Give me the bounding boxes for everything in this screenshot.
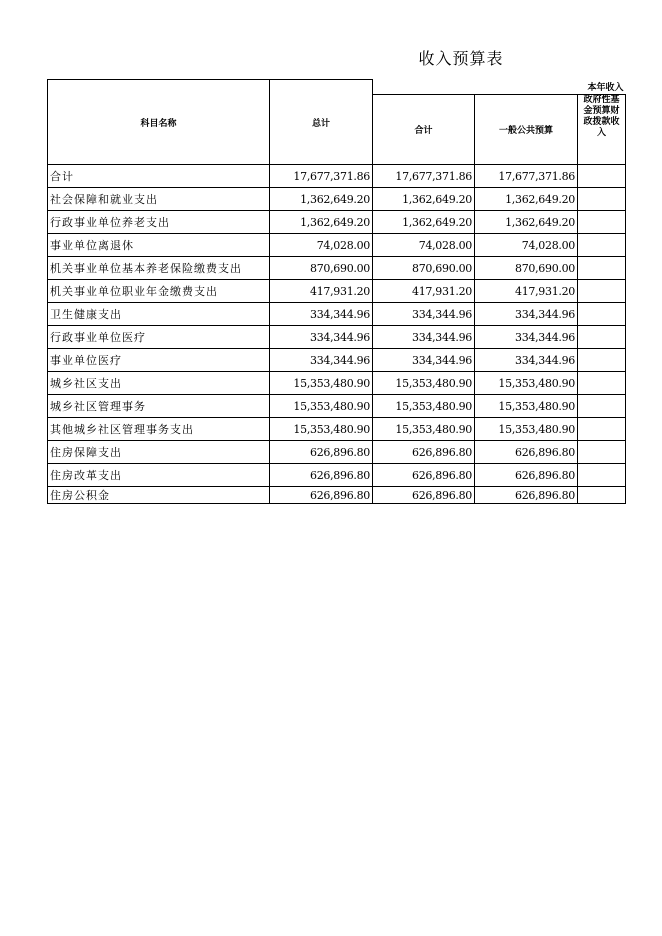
- row-total: 417,931.20: [270, 280, 373, 303]
- row-fund: [578, 303, 626, 326]
- row-subtotal: 334,344.96: [373, 349, 475, 372]
- row-fund: [578, 234, 626, 257]
- row-total: 334,344.96: [270, 303, 373, 326]
- row-fund: [578, 464, 626, 487]
- header-subtotal: 合计: [373, 95, 475, 165]
- row-general: 626,896.80: [475, 487, 578, 504]
- header-general-budget: 一般公共预算: [475, 95, 578, 165]
- row-general: 870,690.00: [475, 257, 578, 280]
- row-subtotal: 626,896.80: [373, 441, 475, 464]
- row-subtotal: 334,344.96: [373, 303, 475, 326]
- row-name: 机关事业单位职业年金缴费支出: [48, 280, 270, 303]
- row-total: 626,896.80: [270, 464, 373, 487]
- row-total: 334,344.96: [270, 326, 373, 349]
- row-general: 334,344.96: [475, 349, 578, 372]
- table-row: [48, 418, 626, 441]
- row-general: 17,677,371.86: [475, 165, 578, 188]
- row-general: 15,353,480.90: [475, 395, 578, 418]
- row-total: 1,362,649.20: [270, 188, 373, 211]
- row-name: 行政事业单位医疗: [48, 326, 270, 349]
- table-row: [48, 303, 626, 326]
- row-fund: [578, 418, 626, 441]
- row-fund: [578, 280, 626, 303]
- header-row-top: [48, 80, 626, 95]
- row-general: 626,896.80: [475, 441, 578, 464]
- row-name: 卫生健康支出: [48, 303, 270, 326]
- row-subtotal: 1,362,649.20: [373, 188, 475, 211]
- row-subtotal: 870,690.00: [373, 257, 475, 280]
- table-row: [48, 349, 626, 372]
- row-general: 626,896.80: [475, 464, 578, 487]
- header-gov-fund: 政府性基金预算财政拨款收入: [578, 95, 626, 165]
- row-general: 15,353,480.90: [475, 418, 578, 441]
- row-general: 334,344.96: [475, 303, 578, 326]
- row-total: 626,896.80: [270, 487, 373, 504]
- row-name: 社会保障和就业支出: [48, 188, 270, 211]
- row-fund: [578, 165, 626, 188]
- row-name: 机关事业单位基本养老保险缴费支出: [48, 257, 270, 280]
- row-name: 事业单位离退休: [48, 234, 270, 257]
- row-total: 15,353,480.90: [270, 395, 373, 418]
- row-fund: [578, 257, 626, 280]
- row-fund: [578, 211, 626, 234]
- row-name: 住房公积金: [48, 487, 270, 504]
- row-subtotal: 626,896.80: [373, 464, 475, 487]
- table-row: [48, 372, 626, 395]
- table-row: [48, 234, 626, 257]
- table-row: [48, 395, 626, 418]
- row-general: 15,353,480.90: [475, 372, 578, 395]
- row-subtotal: 74,028.00: [373, 234, 475, 257]
- row-total: 334,344.96: [270, 349, 373, 372]
- row-fund: [578, 372, 626, 395]
- row-fund: [578, 326, 626, 349]
- row-name: 事业单位医疗: [48, 349, 270, 372]
- row-subtotal: 15,353,480.90: [373, 395, 475, 418]
- row-total: 15,353,480.90: [270, 418, 373, 441]
- row-total: 15,353,480.90: [270, 372, 373, 395]
- table-row: [48, 280, 626, 303]
- row-total: 74,028.00: [270, 234, 373, 257]
- row-total: 17,677,371.86: [270, 165, 373, 188]
- row-subtotal: 15,353,480.90: [373, 372, 475, 395]
- table-row: [48, 211, 626, 234]
- row-name: 住房改革支出: [48, 464, 270, 487]
- row-name: 城乡社区管理事务: [48, 395, 270, 418]
- page-title: 收入预算表: [418, 49, 504, 68]
- row-name: 合计: [48, 165, 270, 188]
- row-subtotal: 17,677,371.86: [373, 165, 475, 188]
- table-row: [48, 441, 626, 464]
- row-subtotal: 334,344.96: [373, 326, 475, 349]
- row-general: 417,931.20: [475, 280, 578, 303]
- table-row: [48, 326, 626, 349]
- row-fund: [578, 349, 626, 372]
- table-row: [48, 188, 626, 211]
- row-total: 1,362,649.20: [270, 211, 373, 234]
- row-total: 870,690.00: [270, 257, 373, 280]
- table-row: [48, 464, 626, 487]
- row-total: 626,896.80: [270, 441, 373, 464]
- row-subtotal: 417,931.20: [373, 280, 475, 303]
- header-this-year-income: 本年收入: [373, 80, 626, 95]
- header-total: 总计: [270, 80, 373, 165]
- row-name: 住房保障支出: [48, 441, 270, 464]
- table-row: [48, 257, 626, 280]
- row-general: 74,028.00: [475, 234, 578, 257]
- row-fund: [578, 188, 626, 211]
- income-budget-table: [47, 79, 626, 504]
- row-subtotal: 626,896.80: [373, 487, 475, 504]
- row-name: 其他城乡社区管理事务支出: [48, 418, 270, 441]
- table-row: [48, 165, 626, 188]
- header-subject-name: 科目名称: [48, 80, 270, 165]
- row-subtotal: 15,353,480.90: [373, 418, 475, 441]
- row-general: 334,344.96: [475, 326, 578, 349]
- row-general: 1,362,649.20: [475, 211, 578, 234]
- row-fund: [578, 487, 626, 504]
- row-name: 行政事业单位养老支出: [48, 211, 270, 234]
- row-name: 城乡社区支出: [48, 372, 270, 395]
- table-row: [48, 487, 626, 504]
- row-fund: [578, 395, 626, 418]
- row-fund: [578, 441, 626, 464]
- row-general: 1,362,649.20: [475, 188, 578, 211]
- row-subtotal: 1,362,649.20: [373, 211, 475, 234]
